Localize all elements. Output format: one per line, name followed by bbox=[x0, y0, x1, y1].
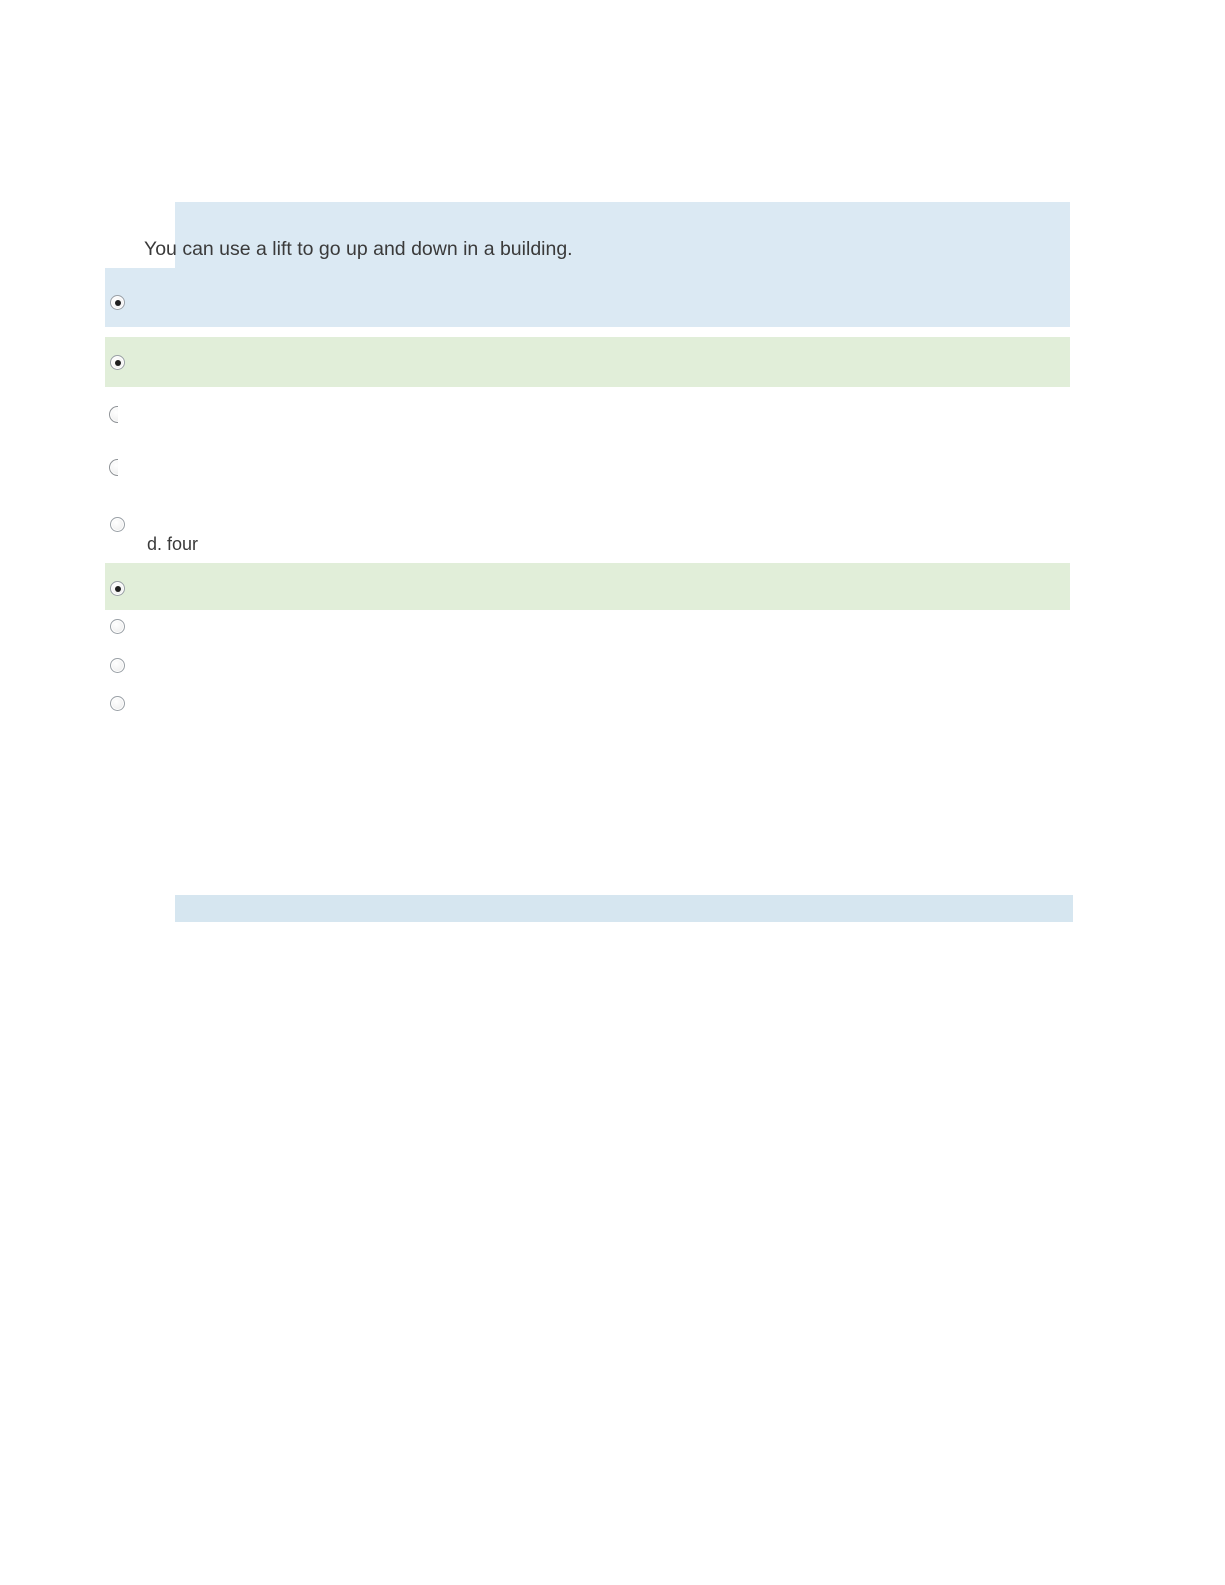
question2-option-a-highlight bbox=[175, 563, 1070, 610]
radio-q2-option-4[interactable] bbox=[110, 696, 125, 711]
question-stem-text: You can use a lift to go up and down in a building. bbox=[144, 238, 573, 260]
radio-q1-option-1[interactable] bbox=[110, 295, 125, 310]
radio-q1-option-5[interactable] bbox=[110, 517, 125, 532]
question-stem-highlight bbox=[175, 202, 1070, 327]
radio-q1-option-2[interactable] bbox=[110, 355, 125, 370]
footer-highlight-bar bbox=[175, 895, 1073, 922]
option-label-d-four: d. four bbox=[147, 534, 199, 554]
option-a-highlight bbox=[175, 337, 1070, 387]
radio-q2-option-3[interactable] bbox=[110, 658, 125, 673]
radio-q2-option-1[interactable] bbox=[110, 581, 125, 596]
radio-q2-option-2[interactable] bbox=[110, 619, 125, 634]
radio-q1-option-4[interactable] bbox=[109, 459, 126, 476]
radio-q1-option-3[interactable] bbox=[109, 406, 126, 423]
